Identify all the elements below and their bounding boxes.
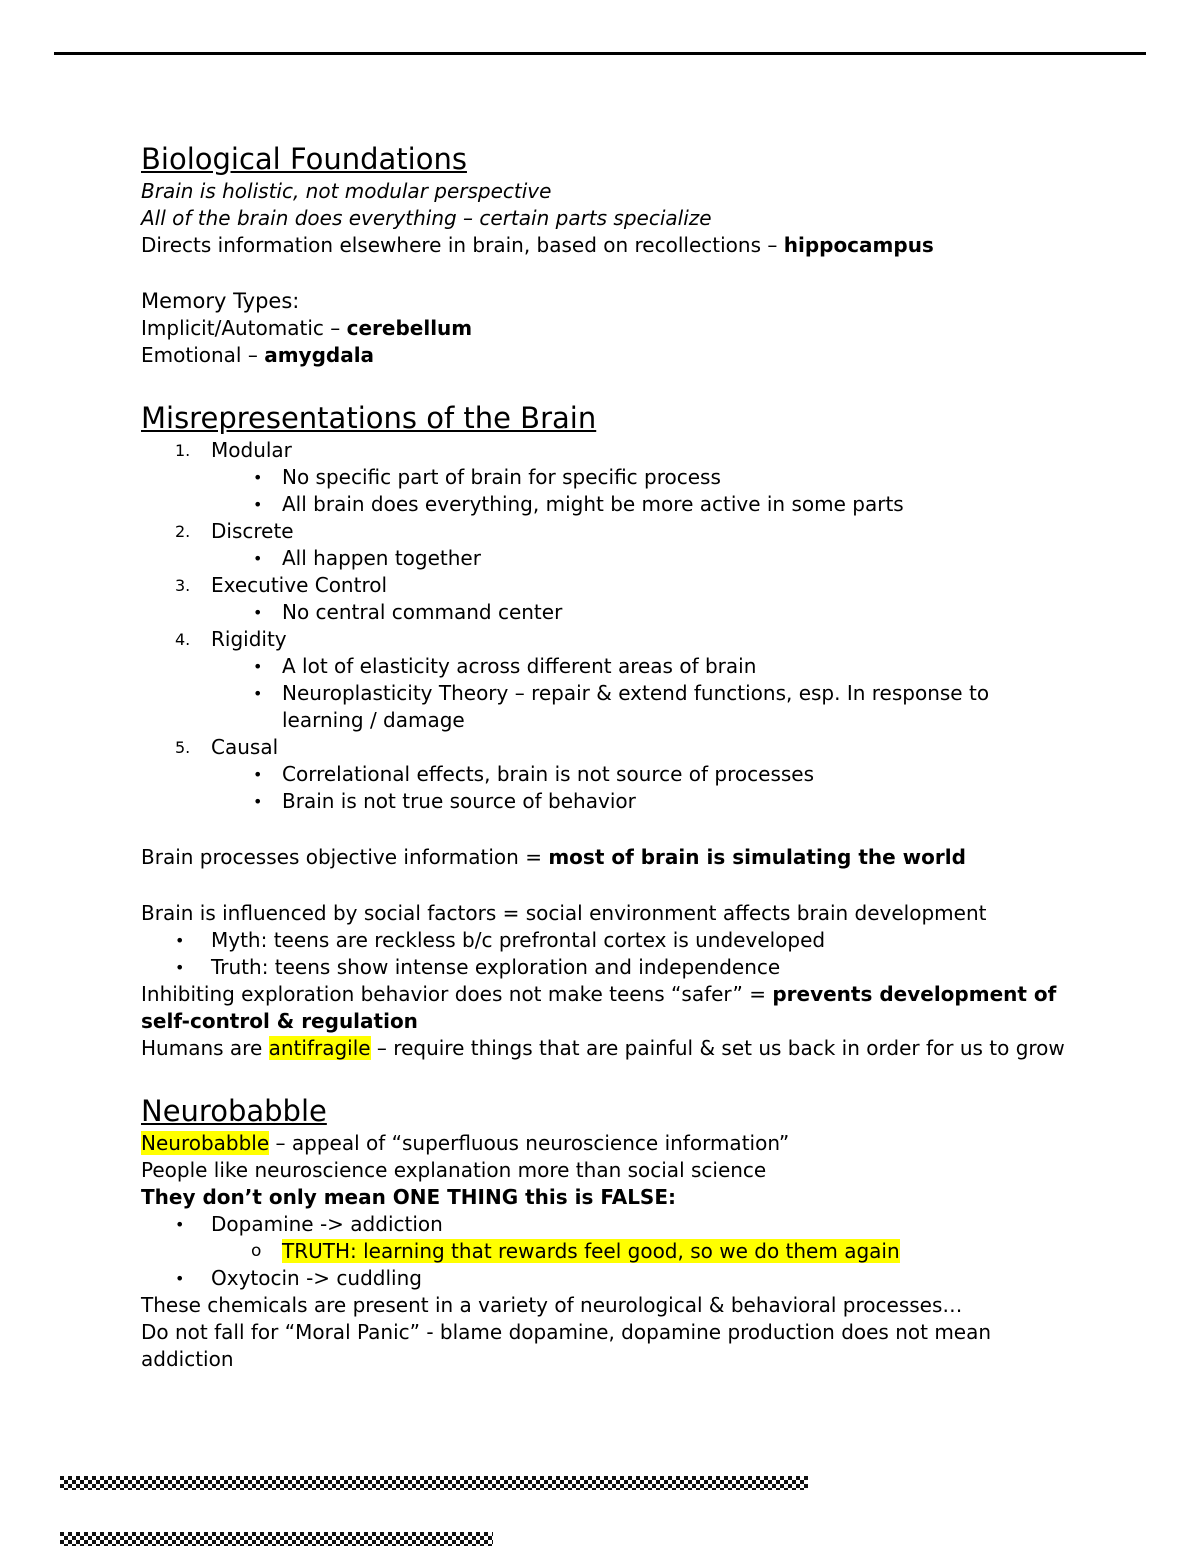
bullet-icon: • <box>253 468 263 487</box>
false-line: They don’t only mean ONE THING this is FALSE: <box>141 1185 676 1209</box>
bullet-icon: • <box>175 958 185 977</box>
bullet-text: Brain is not true source of behavior <box>282 789 636 813</box>
bullet-icon: • <box>175 931 185 950</box>
bullet-text: A lot of elasticity across different areas of brain <box>282 654 757 678</box>
truth-text: Truth: teens show intense exploration and independence <box>211 955 781 979</box>
emotional-text: Emotional – <box>141 343 265 367</box>
emotional-line <box>141 342 1071 369</box>
social-line: Brain is influenced by social factors = social environment affects brain development <box>141 901 987 925</box>
item-label: Executive Control <box>211 573 388 597</box>
chemicals-list <box>141 1211 1071 1238</box>
bullet-icon: • <box>253 765 263 784</box>
antifragile-highlight: antifragile <box>268 1036 371 1060</box>
bullet-icon: • <box>253 684 263 703</box>
item-bullets <box>141 761 1071 815</box>
circle-bullet-icon: o <box>251 1241 262 1261</box>
list-item <box>141 761 1071 788</box>
item-number: 5. <box>175 738 191 757</box>
chemicals-line: These chemicals are present in a variety of neurological & behavioral processes… <box>141 1293 963 1317</box>
amygdala-term: amygdala <box>264 343 375 367</box>
antifragile-pre: Humans are <box>141 1036 269 1060</box>
list-item <box>141 1265 1071 1292</box>
directs-line <box>141 232 1071 259</box>
item-number: 4. <box>175 630 191 649</box>
antifragile-line <box>141 1035 1071 1062</box>
bullet-icon: • <box>253 495 263 514</box>
processes-text: Brain processes objective information = <box>141 845 549 869</box>
memory-types-heading: Memory Types: <box>141 289 300 313</box>
numbered-item <box>141 626 1071 653</box>
cerebellum-term: cerebellum <box>346 316 473 340</box>
list-item <box>141 1238 1071 1265</box>
list-item <box>141 599 1071 626</box>
myth-text: Myth: teens are reckless b/c prefrontal cortex is undeveloped <box>211 928 826 952</box>
section-title-misrepresentations: Misrepresentations of the Brain <box>141 401 597 435</box>
item-label: Causal <box>211 735 279 759</box>
list-item <box>141 680 1071 734</box>
neurobabble-def-text: – appeal of “superfluous neuroscience information” <box>269 1131 790 1155</box>
numbered-item <box>141 572 1071 599</box>
bullet-text: All happen together <box>282 546 481 570</box>
everything-line: All of the brain does everything – certain parts specialize <box>141 206 712 230</box>
neurobabble-def-line <box>141 1130 1071 1157</box>
bullet-text: All brain does everything, might be more active in some parts <box>282 492 904 516</box>
bullet-icon: • <box>175 1269 185 1288</box>
section-title-biological-foundations: Biological Foundations <box>141 142 467 176</box>
bullet-text: Correlational effects, brain is not source of processes <box>282 762 815 786</box>
redacted-text-bar <box>60 1532 493 1546</box>
bullet-icon: • <box>253 549 263 568</box>
item-number: 2. <box>175 522 191 541</box>
bullet-text: Neuroplasticity Theory – repair & extend functions, esp. In response to learning / damage <box>282 681 990 732</box>
neurobabble-highlight: Neurobabble <box>141 1131 270 1155</box>
item-bullets <box>141 599 1071 626</box>
item-label: Rigidity <box>211 627 287 651</box>
numbered-item <box>141 734 1071 761</box>
list-item <box>141 927 1071 954</box>
dopamine-text: Dopamine -> addiction <box>211 1212 443 1236</box>
numbered-item <box>141 437 1071 464</box>
chemicals-list-2 <box>141 1265 1071 1292</box>
oxytocin-text: Oxytocin -> cuddling <box>211 1266 422 1290</box>
item-number: 3. <box>175 576 191 595</box>
item-bullets <box>141 653 1071 734</box>
item-label: Discrete <box>211 519 294 543</box>
holistic-line: Brain is holistic, not modular perspective <box>141 179 552 203</box>
list-item <box>141 653 1071 680</box>
list-item <box>141 491 1071 518</box>
bullet-icon: • <box>253 792 263 811</box>
implicit-text: Implicit/Automatic – <box>141 316 347 340</box>
item-bullets <box>141 545 1071 572</box>
item-number: 1. <box>175 441 191 460</box>
implicit-line <box>141 315 1071 342</box>
directs-text: Directs information elsewhere in brain, based on recollections – <box>141 233 784 257</box>
list-item <box>141 545 1071 572</box>
bullet-icon: • <box>253 603 263 622</box>
antifragile-post: – require things that are painful & set us back in order for us to grow <box>370 1036 1065 1060</box>
moral-panic-line: Do not fall for “Moral Panic” - blame dopamine, dopamine production does not mean addiction <box>141 1320 992 1371</box>
dopamine-sublist <box>141 1238 1071 1265</box>
top-rule <box>54 52 1146 55</box>
list-item <box>141 788 1071 815</box>
item-bullets <box>141 464 1071 518</box>
item-label: Modular <box>211 438 292 462</box>
inhibit-line <box>141 981 1071 1035</box>
bullet-icon: • <box>253 657 263 676</box>
truth-highlight: TRUTH: learning that rewards feel good, so we do them again <box>282 1239 900 1263</box>
hippocampus-term: hippocampus <box>783 233 934 257</box>
bullet-text: No specific part of brain for specific process <box>282 465 721 489</box>
inhibit-bold: prevents development of self-control & regulation <box>141 982 1057 1033</box>
document-body <box>141 140 1071 1373</box>
inhibit-text: Inhibiting exploration behavior does not make teens “safer” = <box>141 982 773 1006</box>
misrepresentations-list <box>141 437 1071 815</box>
social-bullets <box>141 927 1071 981</box>
list-item <box>141 954 1071 981</box>
numbered-item <box>141 518 1071 545</box>
list-item <box>141 1211 1071 1238</box>
bullet-icon: • <box>175 1215 185 1234</box>
bullet-text: No central command center <box>282 600 563 624</box>
redacted-text-bar <box>60 1476 808 1490</box>
processes-bold: most of brain is simulating the world <box>548 845 966 869</box>
section-title-neurobabble: Neurobabble <box>141 1094 327 1128</box>
list-item <box>141 464 1071 491</box>
processes-line <box>141 844 1071 871</box>
people-line: People like neuroscience explanation more than social science <box>141 1158 767 1182</box>
